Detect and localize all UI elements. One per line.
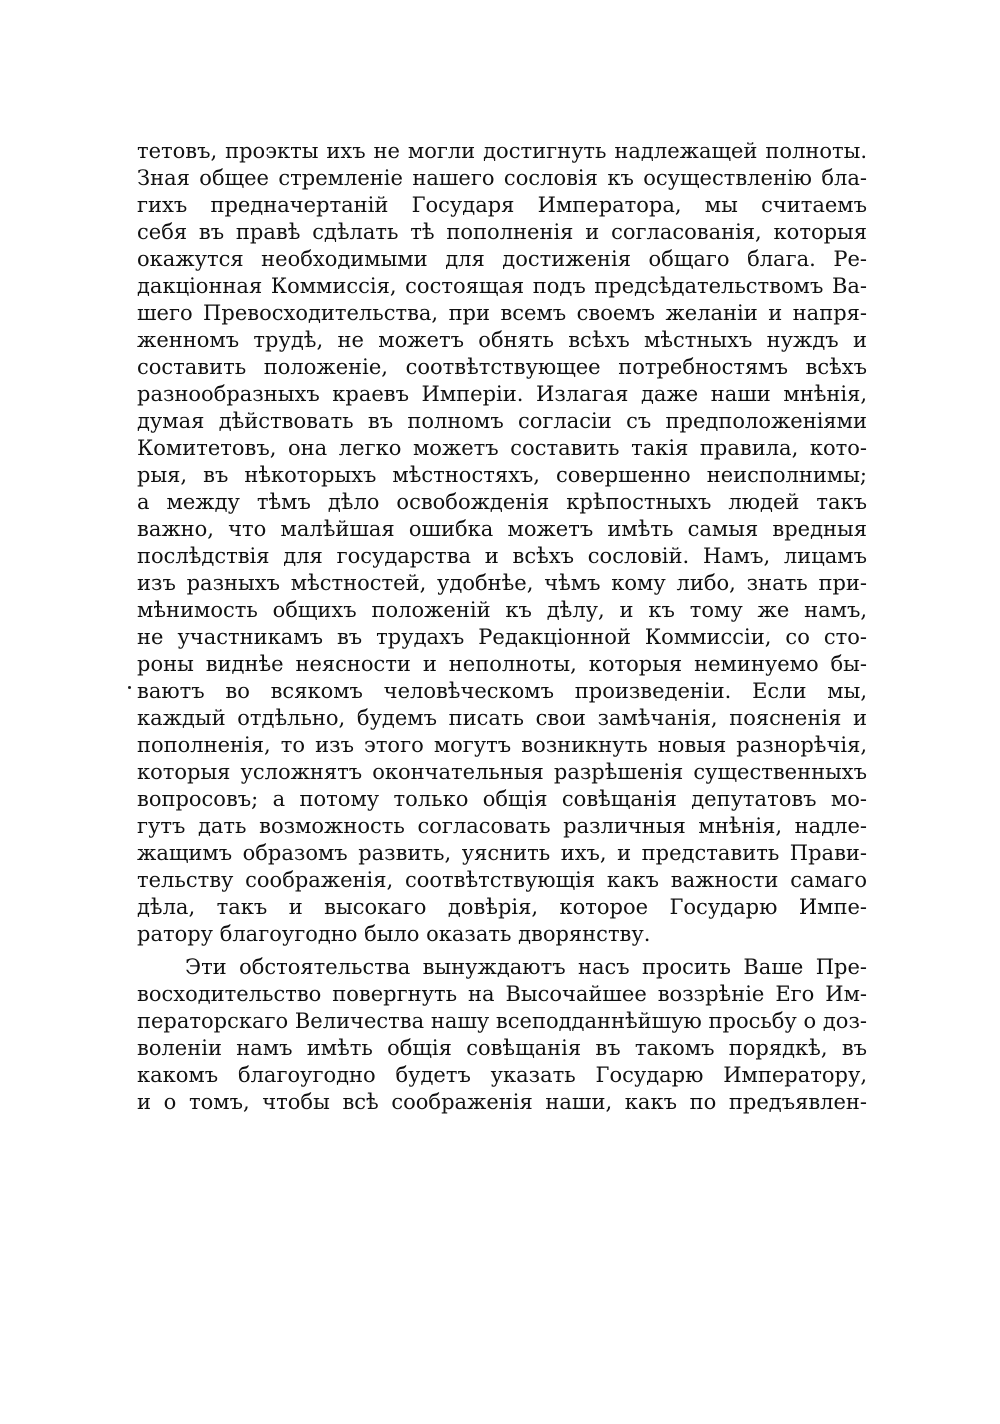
text-line: послѣдствія для государства и всѣхъ сословій. Намъ, лицамъ	[137, 544, 867, 568]
text-line: вопросовъ; а потому только общія совѣщанія депутатовъ мо-	[137, 787, 867, 811]
text-line: шего Превосходительства, при всемъ своемъ желаніи и напря-	[137, 301, 867, 325]
text-line: ратору благоугодно было оказать дворянству.	[137, 922, 651, 946]
text-line: которыя усложнятъ окончательныя разрѣшенія существенныхъ	[137, 760, 867, 784]
text-line: какомъ благоугодно будетъ указать Государю Императору,	[137, 1063, 867, 1087]
text-line: изъ разныхъ мѣстностей, удобнѣе, чѣмъ кому либо, знать при-	[137, 571, 867, 595]
paragraph-2	[137, 954, 867, 1116]
margin-mark	[128, 686, 131, 689]
text-line: пополненія, то изъ этого могутъ возникнуть новыя разнорѣчія,	[137, 733, 867, 757]
text-line: не участникамъ въ трудахъ Редакціонной Коммиссіи, со сто-	[137, 625, 867, 649]
text-line: разнообразныхъ краевъ Имперіи. Излагая даже наши мнѣнія,	[137, 382, 867, 406]
text-line: дѣла, такъ и высокаго довѣрія, которое Государю Импе-	[137, 895, 867, 919]
text-line: составить положеніе, соотвѣтствующее потребностямъ всѣхъ	[137, 355, 867, 379]
text-line: роны виднѣе неясности и неполноты, которыя неминуемо бы-	[137, 652, 867, 676]
text-line: тетовъ, проэкты ихъ не могли достигнуть надлежащей полноты.	[137, 139, 867, 163]
text-line: а между тѣмъ дѣло освобожденія крѣпостныхъ людей такъ	[137, 490, 867, 514]
text-line: себя въ правѣ сдѣлать тѣ пополненія и согласованія, которыя	[137, 220, 867, 244]
text-line: Эти обстоятельства вынуждаютъ насъ просить Ваше Пре-	[185, 955, 867, 979]
text-line: Комитетовъ, она легко можетъ составить такія правила, кото-	[137, 436, 867, 460]
text-line: восходительство повергнуть на Высочайшее воззрѣніе Его Им-	[137, 982, 867, 1006]
text-line: рыя, въ нѣкоторыхъ мѣстностяхъ, совершенно неисполнимы;	[137, 463, 867, 487]
text-line: воленіи намъ имѣть общія совѣщанія въ такомъ порядкѣ, въ	[137, 1036, 867, 1060]
text-line: окажутся необходимыми для достиженія общаго блага. Ре-	[137, 247, 867, 271]
text-line: жащимъ образомъ развить, уяснить ихъ, и представить Прави-	[137, 841, 867, 865]
body-text	[137, 138, 867, 1116]
text-line: думая дѣйствовать въ полномъ согласіи съ предположеніями	[137, 409, 867, 433]
text-line: ператорскаго Величества нашу всеподданнѣйшую просьбу о доз-	[137, 1009, 867, 1033]
text-line: и о томъ, чтобы всѣ соображенія наши, какъ по предъявлен-	[137, 1090, 867, 1114]
text-line: ваютъ во всякомъ человѣческомъ произведеніи. Если мы,	[137, 679, 867, 703]
text-line: дакціонная Коммиссія, состоящая подъ предсѣдательствомъ Ва-	[137, 274, 867, 298]
paragraph-1	[137, 138, 867, 948]
text-line: мѣнимость общихъ положеній къ дѣлу, и къ тому же намъ,	[137, 598, 867, 622]
text-line: Зная общее стремленіе нашего сословія къ осуществленію бла-	[137, 166, 867, 190]
text-line: гихъ предначертаній Государя Императора, мы считаемъ	[137, 193, 867, 217]
text-line: женномъ трудѣ, не можетъ обнять всѣхъ мѣстныхъ нуждъ и	[137, 328, 867, 352]
text-line: гутъ дать возможность согласовать различныя мнѣнія, надле-	[137, 814, 867, 838]
text-line: каждый отдѣльно, будемъ писать свои замѣчанія, поясненія и	[137, 706, 867, 730]
text-line: тельству соображенія, соотвѣтствующія какъ важности самаго	[137, 868, 867, 892]
text-line: важно, что малѣйшая ошибка можетъ имѣть самыя вредныя	[137, 517, 867, 541]
